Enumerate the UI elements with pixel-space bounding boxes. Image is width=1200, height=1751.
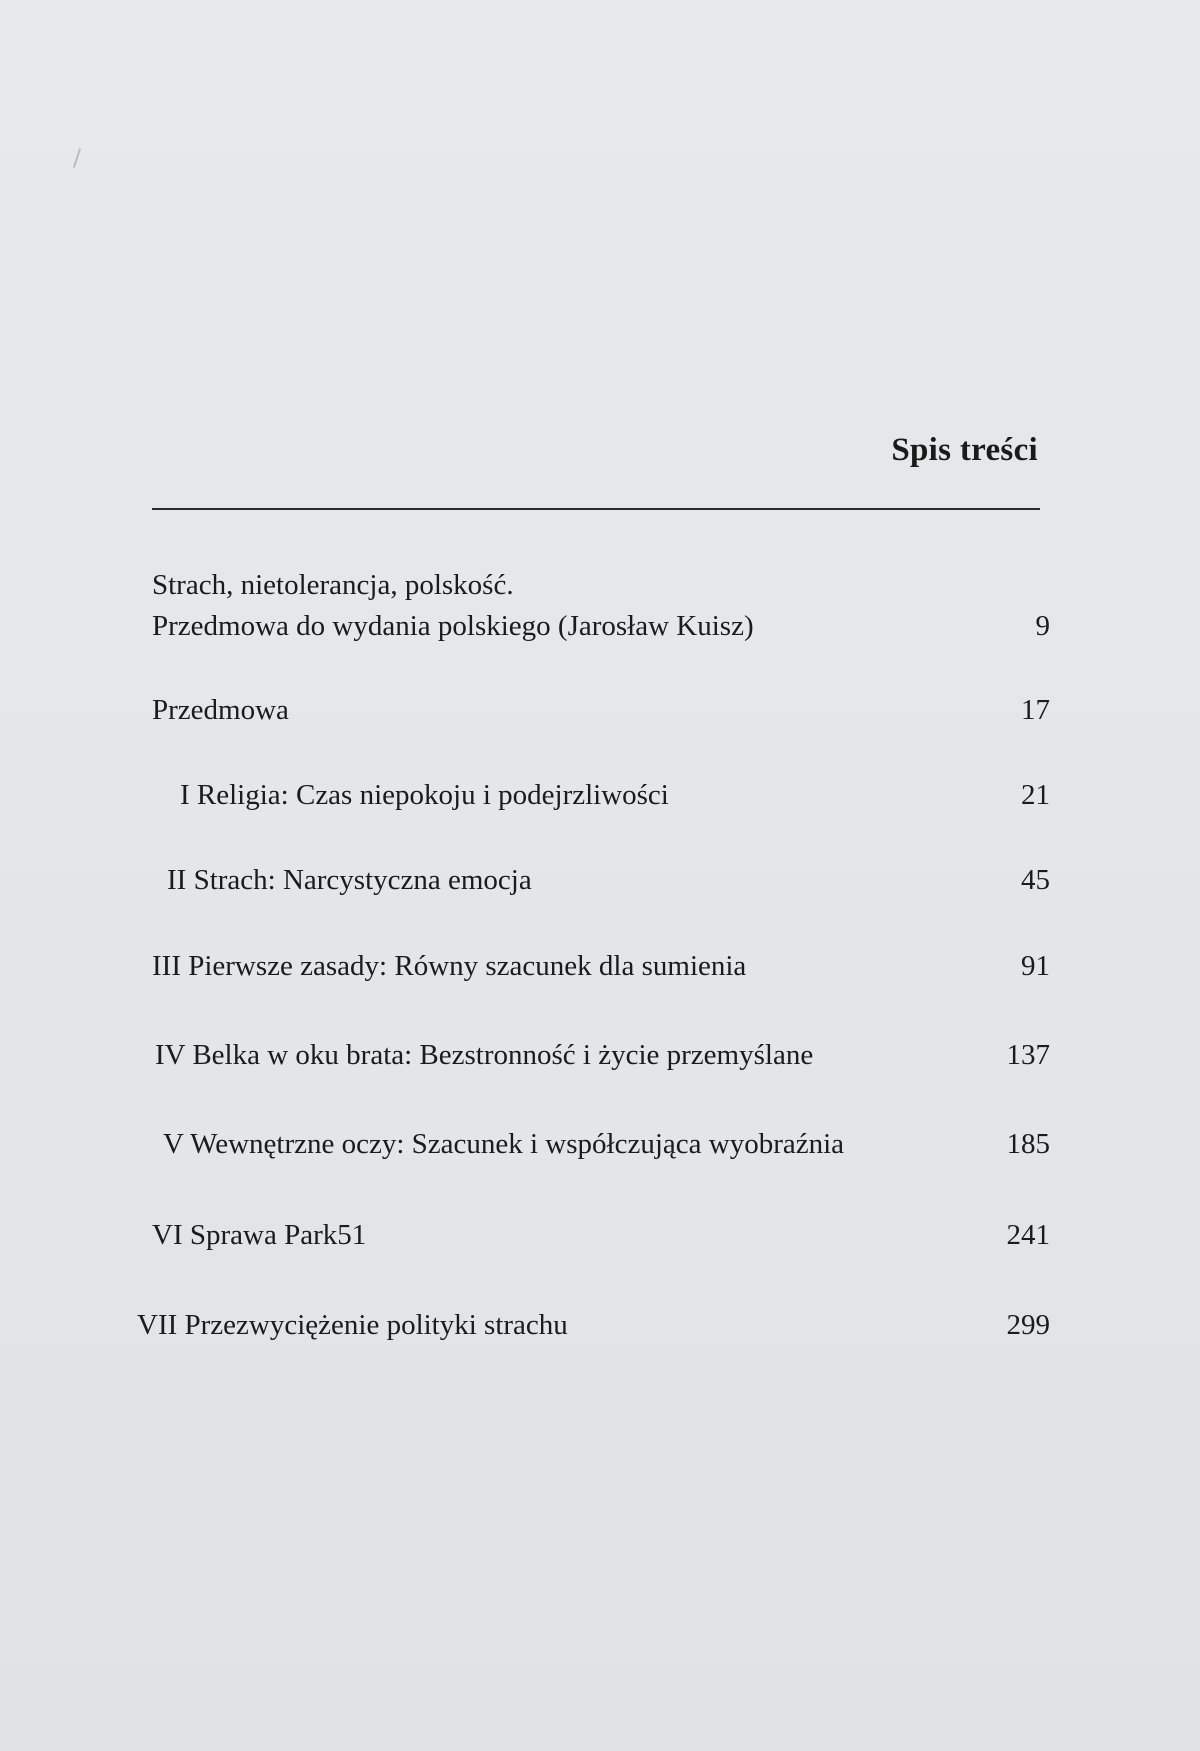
- toc-entry-title: Przedmowa: [152, 694, 289, 726]
- toc-entry-page: 9: [1035, 610, 1050, 642]
- toc-entry-page: 45: [1021, 864, 1050, 896]
- toc-entry-title-line1: Strach, nietolerancja, polskość.: [152, 569, 514, 601]
- toc-entry-page: 137: [1006, 1039, 1050, 1071]
- toc-entry-title: I Religia: Czas niepokoju i podejrzliwości: [180, 779, 669, 811]
- toc-entry-page: 185: [1006, 1128, 1050, 1160]
- toc-entry-page: 91: [1021, 950, 1050, 982]
- toc-entry-title: VII Przezwyciężenie polityki strachu: [137, 1309, 568, 1341]
- pencil-mark: [73, 148, 81, 168]
- toc-entry-page: 17: [1021, 694, 1050, 726]
- toc-entry-title: IV Belka w oku brata: Bezstronność i życie przemyślane: [155, 1039, 814, 1071]
- toc-entry-page: 299: [1006, 1309, 1050, 1341]
- toc-entry-page: 21: [1021, 779, 1050, 811]
- toc-entry-title: III Pierwsze zasady: Równy szacunek dla sumienia: [152, 950, 747, 982]
- toc-entry-title-line2: Przedmowa do wydania polskiego (Jarosław Kuisz): [152, 610, 754, 642]
- page-title: Spis treści: [891, 432, 1038, 468]
- toc-entry-title: VI Sprawa Park51: [152, 1219, 367, 1251]
- heading-rule: [152, 508, 1040, 510]
- toc-entry-title: V Wewnętrzne oczy: Szacunek i współczująca wyobraźnia: [163, 1128, 845, 1160]
- toc-entry-page: 241: [1006, 1219, 1050, 1251]
- toc-entry-title: II Strach: Narcystyczna emocja: [167, 864, 532, 896]
